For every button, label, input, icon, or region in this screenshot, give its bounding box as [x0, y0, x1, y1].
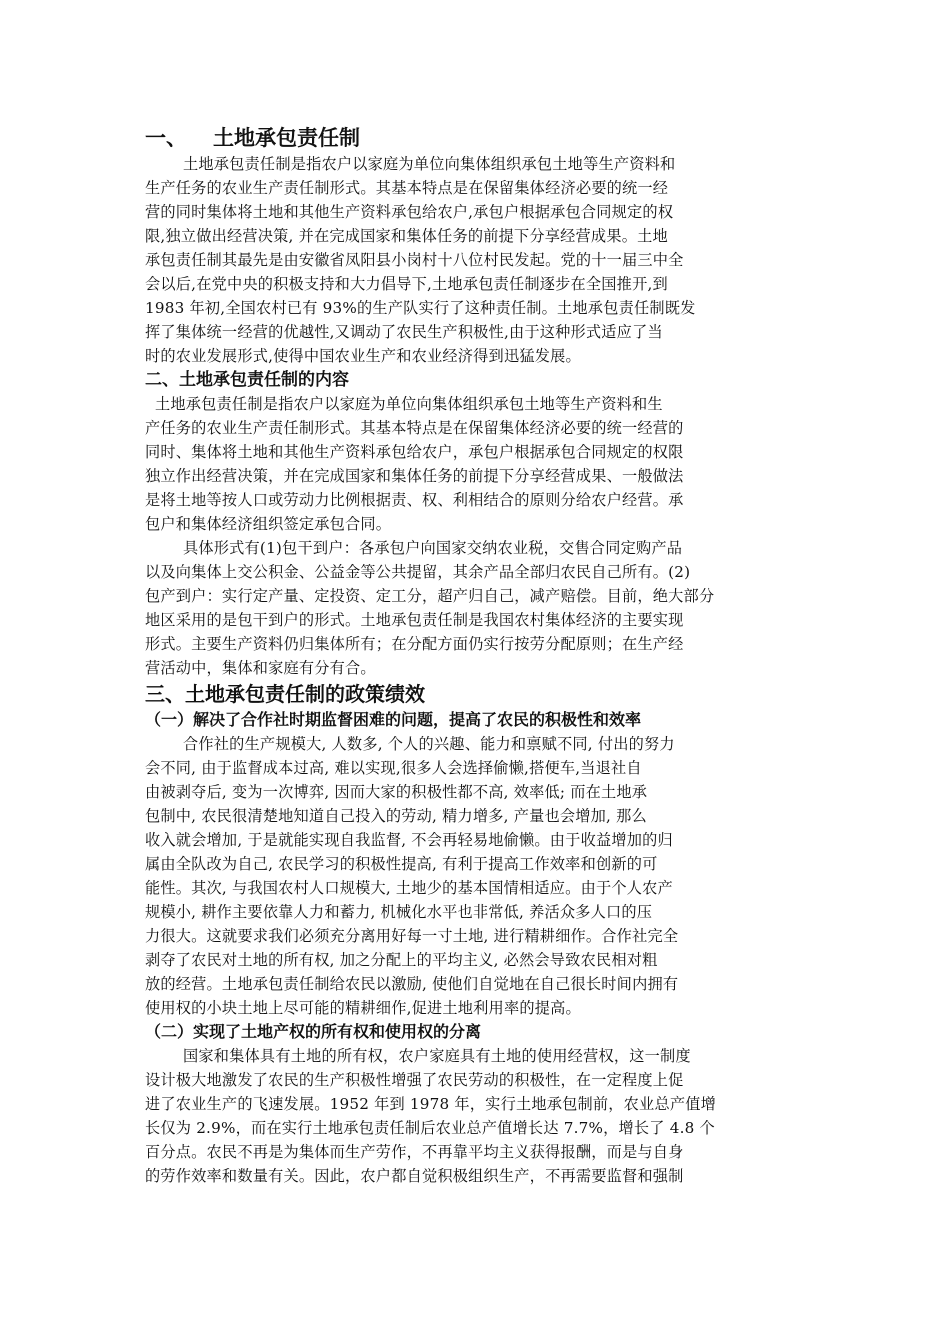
text-line: 长仅为 2.9%，而在实行土地承包责任制后农业总产值增长达 7.7%，增长了 4.8 个 — [145, 1119, 715, 1137]
text-line: 时的农业发展形式,使得中国农业生产和农业经济得到迅猛发展。 — [145, 347, 581, 365]
text-line: 合作社的生产规模大, 人数多, 个人的兴趣、能力和禀赋不同, 付出的努力 — [183, 735, 675, 753]
text-line: 营活动中，集体和家庭有分有合。 — [145, 659, 376, 677]
text-line: 能性。其次, 与我国农村人口规模大, 土地少的基本国情相适应。由于个人农产 — [145, 879, 673, 897]
document-body — [145, 124, 809, 1188]
text-line: 使用权的小块土地上尽可能的精耕细作,促进土地利用率的提高。 — [145, 999, 581, 1017]
text-line: 1983 年初,全国农村已有 93%的生产队实行了这种责任制。土地承包责任制既发 — [145, 299, 696, 317]
section-2-paragraph-1 — [145, 392, 809, 536]
text-line: 生产任务的农业生产责任制形式。其基本特点是在保留集体经济必要的统一经 — [145, 179, 669, 197]
text-line: 以及向集体上交公积金、公益金等公共提留，其余产品全部归农民自己所有。(2) — [145, 563, 691, 581]
text-line: 由被剥夺后, 变为一次博弈, 因而大家的积极性都不高, 效率低; 而在土地承 — [145, 783, 648, 801]
text-line: 会以后,在党中央的积极支持和大力倡导下,土地承包责任制逐步在全国推开,到 — [145, 275, 668, 293]
text-line: 产任务的农业生产责任制形式。其基本特点是在保留集体经济必要的统一经营的 — [145, 419, 684, 437]
text-line: 进了农业生产的飞速发展。1952 年到 1978 年，实行土地承包制前，农业总产值增 — [145, 1095, 716, 1113]
section-1-heading — [145, 124, 809, 152]
text-line: 属由全队改为自己, 农民学习的积极性提高, 有利于提高工作效率和创新的可 — [145, 855, 658, 873]
text-line: 具体形式有(1)包干到户：各承包户向国家交纳农业税，交售合同定购产品 — [183, 539, 683, 557]
subsection-2-heading: （二）实现了土地产权的所有权和使用权的分离 — [145, 1022, 482, 1041]
section-1-title: 土地承包责任制 — [213, 126, 360, 150]
text-line: 包户和集体经济组织签定承包合同。 — [145, 515, 392, 533]
text-line: 包制中, 农民很清楚地知道自己投入的劳动, 精力增多, 产量也会增加, 那么 — [145, 807, 647, 825]
text-line: 独立作出经营决策，并在完成国家和集体任务的前提下分享经营成果、一般做法 — [145, 467, 684, 485]
text-line: 包产到户：实行定产量、定投资、定工分，超产归自己，减产赔偿。目前，绝大部分 — [145, 587, 715, 605]
text-line: 的劳作效率和数量有关。因此，农户都自觉积极组织生产，不再需要监督和强制 — [145, 1167, 684, 1185]
text-line: 地区采用的是包干到户的形式。土地承包责任制是我国农村集体经济的主要实现 — [145, 611, 684, 629]
text-line: 限,独立做出经营决策, 并在完成国家和集体任务的前提下分享经营成果。土地 — [145, 227, 668, 245]
section-3-heading: 三、土地承包责任制的政策绩效 — [145, 682, 425, 706]
subsection-1-paragraph — [145, 732, 809, 1020]
text-line: 百分点。农民不再是为集体而生产劳作，不再靠平均主义获得报酬，而是与自身 — [145, 1143, 684, 1161]
text-line: 营的同时集体将土地和其他生产资料承包给农户,承包户根据承包合同规定的权 — [145, 203, 674, 221]
subsection-1-heading: （一）解决了合作社时期监督困难的问题，提高了农民的积极性和效率 — [145, 710, 642, 729]
section-2-heading: 二、土地承包责任制的内容 — [145, 370, 349, 390]
text-line: 收入就会增加, 于是就能实现自我监督, 不会再轻易地偷懒。由于收益增加的归 — [145, 831, 673, 849]
text-line: 规模小, 耕作主要依靠人力和蓄力, 机械化水平也非常低, 养活众多人口的压 — [145, 903, 653, 921]
section-1-paragraph — [145, 152, 809, 368]
text-line: 土地承包责任制是指农户以家庭为单位向集体组织承包土地等生产资料和生 — [155, 395, 663, 413]
text-line: 挥了集体统一经营的优越性,又调动了农民生产积极性,由于这种形式适应了当 — [145, 323, 663, 341]
text-line: 国家和集体具有土地的所有权，农户家庭具有土地的使用经营权，这一制度 — [183, 1047, 691, 1065]
text-line: 放的经营。土地承包责任制给农民以激励, 使他们自觉地在自己很长时间内拥有 — [145, 975, 679, 993]
text-line: 会不同, 由于监督成本过高, 难以实现,很多人会选择偷懒,搭便车,当退社自 — [145, 759, 642, 777]
text-line: 剥夺了农民对土地的所有权, 加之分配上的平均主义, 必然会导致农民相对粗 — [145, 951, 658, 969]
section-1-number: 一、 — [145, 126, 187, 150]
text-line: 形式。主要生产资料仍归集体所有；在分配方面仍实行按劳分配原则；在生产经 — [145, 635, 684, 653]
text-line: 力很大。这就要求我们必须充分离用好每一寸土地, 进行精耕细作。合作社完全 — [145, 927, 679, 945]
text-line: 设计极大地激发了农民的生产积极性增强了农民劳动的积极性，在一定程度上促 — [145, 1071, 684, 1089]
text-line: 承包责任制其最先是由安徽省凤阳县小岗村十八位村民发起。党的十一届三中全 — [145, 251, 684, 269]
subsection-2-paragraph — [145, 1044, 809, 1188]
text-line: 同时、集体将土地和其他生产资料承包给农户，承包户根据承包合同规定的权限 — [145, 443, 684, 461]
section-2-paragraph-2 — [145, 536, 809, 680]
text-line: 是将土地等按人口或劳动力比例根据责、权、利相结合的原则分给农户经营。承 — [145, 491, 684, 509]
text-line: 土地承包责任制是指农户以家庭为单位向集体组织承包土地等生产资料和 — [183, 155, 676, 173]
